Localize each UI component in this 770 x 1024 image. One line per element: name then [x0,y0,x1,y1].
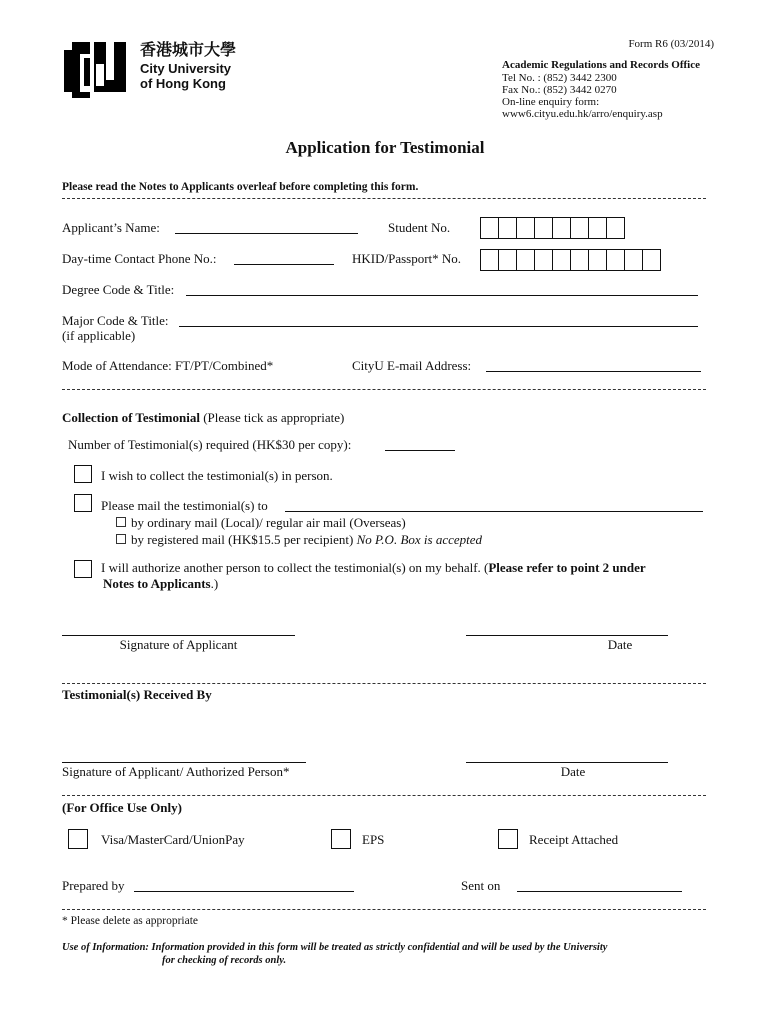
instruction-text: Please read the Notes to Applicants overleaf before completing this form. [62,181,419,193]
eps-checkbox[interactable] [331,829,351,849]
applicant-signature-field[interactable] [62,635,295,636]
collection-heading [62,410,344,426]
authorize-text: I will authorize another person to collect the testimonial(s) on my behalf. ( [101,560,489,575]
logo-name-line2: of Hong Kong [140,76,226,91]
eps-label: EPS [362,832,385,847]
hkid-cell[interactable] [535,250,553,270]
registered-mail-option[interactable] [116,532,482,548]
received-signature-field[interactable] [62,762,306,763]
student-no-cell[interactable] [499,218,517,238]
hkid-field[interactable] [480,249,661,271]
received-date-field[interactable] [466,762,668,763]
sent-on-label: Sent on [461,878,501,893]
authorize-end-text: .) [210,576,219,591]
ordinary-mail-option[interactable] [116,515,406,531]
applicant-date-field[interactable] [466,635,668,636]
hkid-cell[interactable] [553,250,571,270]
divider [62,909,706,910]
ordinary-mail-checkbox[interactable] [116,517,126,527]
degree-field[interactable] [186,295,698,296]
received-heading: Testimonial(s) Received By [62,687,212,702]
applicant-name-field[interactable] [175,233,358,234]
collection-heading-note: (Please tick as appropriate) [199,410,345,425]
divider [62,389,706,390]
registered-mail-label: by registered mail (HK$15.5 per recipient) [131,532,357,547]
mail-address-field[interactable] [285,511,703,512]
office-tel: Tel No. : (852) 3442 2300 [502,72,617,84]
received-date-label: Date [560,764,586,779]
mail-label: Please mail the testimonial(s) to [101,498,268,513]
cityu-logo-icon [60,36,130,106]
office-name: Academic Regulations and Records Office [502,59,700,71]
major-field[interactable] [179,326,698,327]
received-signature-label: Signature of Applicant/ Authorized Person* [62,764,290,779]
divider [62,795,706,796]
prepared-by-field[interactable] [134,891,354,892]
hkid-cell[interactable] [643,250,661,270]
mode-label: Mode of Attendance: FT/PT/Combined* [62,358,274,373]
student-no-cell[interactable] [481,218,499,238]
applicant-date-label: Date [607,637,633,652]
enquiry-label: On-line enquiry form: [502,96,600,108]
visa-label: Visa/MasterCard/UnionPay [101,832,245,847]
major-note: (if applicable) [62,328,136,343]
use-of-information-line2: for checking of records only. [162,955,287,966]
divider [62,683,706,684]
registered-mail-checkbox[interactable] [116,534,126,544]
student-no-cell[interactable] [589,218,607,238]
email-field[interactable] [486,371,701,372]
number-field[interactable] [385,450,455,451]
divider [62,198,706,199]
student-no-label: Student No. [388,220,451,235]
logo-name-line1: City University [140,61,232,76]
office-fax: Fax No.: (852) 3442 0270 [502,84,617,96]
sent-on-field[interactable] [517,891,682,892]
collect-in-person-label: I wish to collect the testimonial(s) in person. [101,468,333,483]
major-label: Major Code & Title: [62,313,169,328]
mail-checkbox[interactable] [74,494,92,512]
notes-to-applicants-text: Notes to Applicants [103,576,211,591]
use-of-information-line1: Use of Information: Information provided in this form will be treated as strictly confidential and will be used by the University [62,942,608,953]
enquiry-url: www6.cityu.edu.hk/arro/enquiry.asp [502,108,663,120]
authorize-label-line2 [103,576,218,592]
student-no-cell[interactable] [553,218,571,238]
collect-in-person-checkbox[interactable] [74,465,92,483]
student-no-cell[interactable] [535,218,553,238]
email-label: CityU E-mail Address: [352,358,472,373]
prepared-by-label: Prepared by [62,878,125,893]
authorize-label-line1 [101,560,646,576]
hkid-cell[interactable] [607,250,625,270]
hkid-cell[interactable] [517,250,535,270]
degree-label: Degree Code & Title: [62,282,175,297]
applicant-signature-label: Signature of Applicant [119,637,238,652]
authorize-checkbox[interactable] [74,560,92,578]
phone-label: Day-time Contact Phone No.: [62,251,217,266]
receipt-label: Receipt Attached [529,832,619,847]
visa-checkbox[interactable] [68,829,88,849]
phone-field[interactable] [234,264,334,265]
hkid-cell[interactable] [589,250,607,270]
applicant-name-label: Applicant’s Name: [62,220,160,235]
hkid-cell[interactable] [481,250,499,270]
collection-heading-text: Collection of Testimonial [62,410,200,425]
number-label: Number of Testimonial(s) required (HK$30 per copy): [68,437,352,452]
office-use-heading: (For Office Use Only) [62,800,182,815]
ordinary-mail-label: by ordinary mail (Local)/ regular air mail (Overseas) [131,515,406,530]
delete-note: * Please delete as appropriate [62,915,199,927]
student-no-cell[interactable] [607,218,625,238]
student-no-cell[interactable] [517,218,535,238]
form-number: Form R6 (03/2014) [628,38,714,50]
authorize-refer-text: Please refer to point 2 under [488,560,646,575]
receipt-checkbox[interactable] [498,829,518,849]
registered-mail-note: No P.O. Box is accepted [356,532,483,547]
student-no-field[interactable] [480,217,625,239]
hkid-cell[interactable] [571,250,589,270]
logo-chinese-name: 香港城市大學 [140,42,237,59]
hkid-cell[interactable] [625,250,643,270]
page-title: Application for Testimonial [285,138,485,157]
hkid-label: HKID/Passport* No. [352,251,462,266]
student-no-cell[interactable] [571,218,589,238]
hkid-cell[interactable] [499,250,517,270]
